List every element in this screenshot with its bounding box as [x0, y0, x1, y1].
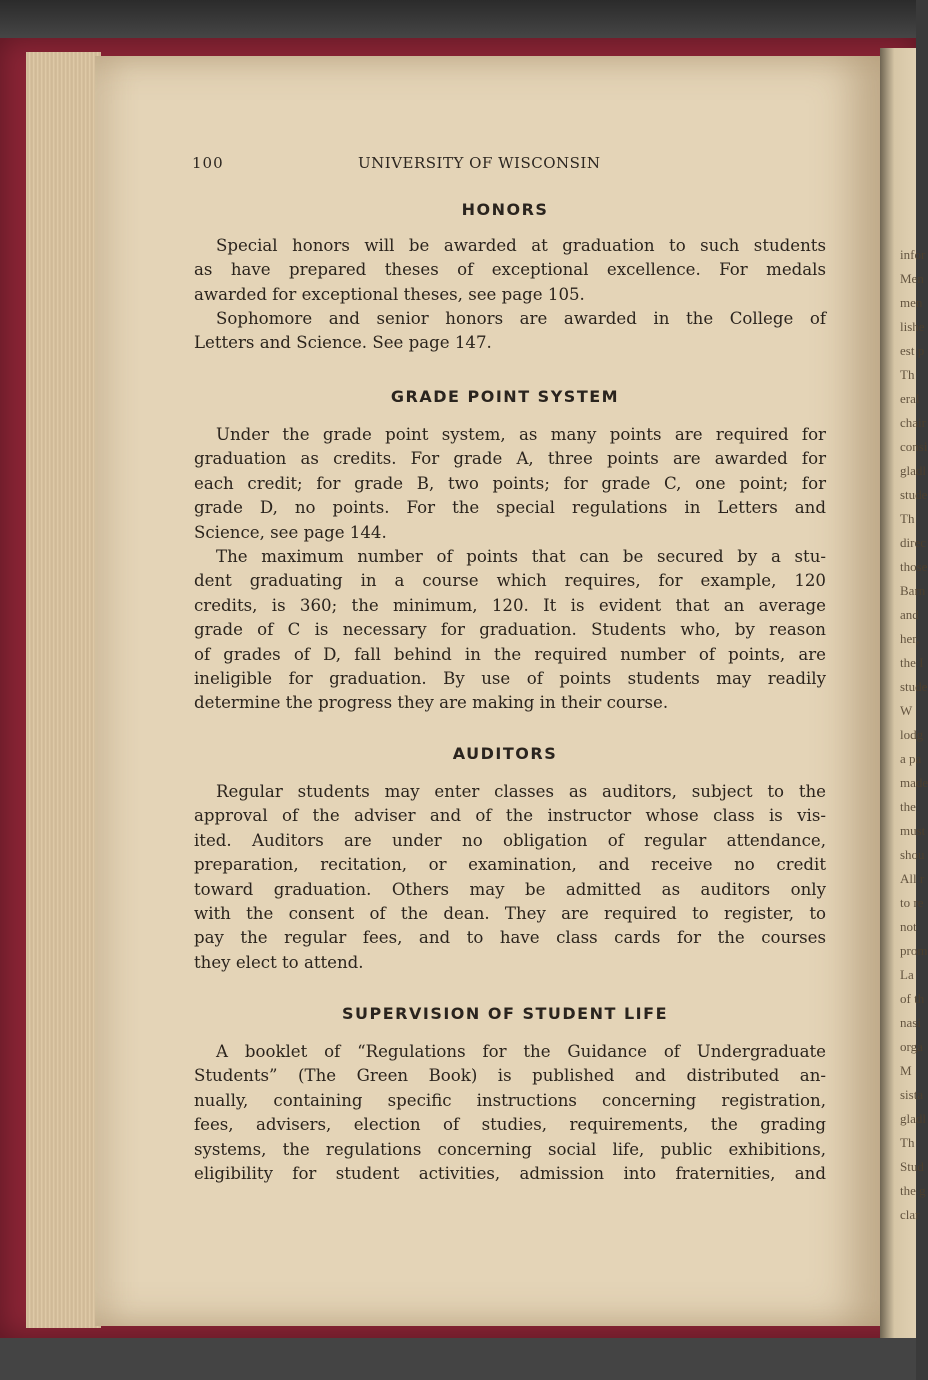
facing-page-fragment: the g — [900, 1183, 926, 1198]
running-header — [192, 154, 832, 176]
facing-page-fragment: Barn — [900, 583, 926, 598]
facing-page-fragment: of th — [900, 991, 925, 1006]
facing-page-fragment: a pa — [900, 751, 922, 766]
text-line: Science, see page 144. — [194, 522, 387, 542]
facing-page-fragment: and — [900, 607, 919, 622]
text-line: A booklet of “Regulations for the Guidance of Undergraduate — [216, 1042, 826, 1061]
facing-page-fragment: the — [900, 799, 916, 814]
facing-page-fragment: those — [900, 559, 928, 574]
facing-page-fragment: M — [900, 1063, 912, 1078]
text-line: toward graduation. Others may be admitted as auditors only — [194, 879, 826, 899]
text-line: fees, advisers, election of studies, requirements, the grading — [194, 1115, 826, 1135]
facing-page-edge — [880, 48, 928, 1338]
text-line: credits, is 360; the minimum, 120. It is evident that an average — [194, 595, 826, 615]
text-line: each credit; for grade B, two points; for grade C, one point; for — [194, 473, 826, 493]
text-line: ited. Auditors are under no obligation of regular attendance, — [194, 830, 826, 850]
facing-page-fragment: Men — [900, 271, 924, 286]
facing-page-fragment: her, — [900, 631, 920, 646]
page-number: 100 — [192, 154, 224, 172]
text-line: approval of the adviser and of the instructor whose class is vis- — [194, 806, 826, 826]
facing-page-fragment: Th — [900, 367, 915, 382]
facing-page-fragments — [900, 243, 928, 1227]
text-line: Regular students may enter classes as auditors, subject to the — [216, 782, 826, 801]
text-line: as have prepared theses of exceptional excellence. For medals — [194, 260, 826, 280]
text-line: awarded for exceptional theses, see page 105. — [194, 284, 585, 304]
text-line: eligibility for student activities, admission into fraternities, and — [194, 1164, 826, 1184]
text-line: nually, containing specific instructions concerning registration, — [194, 1090, 826, 1110]
text-line: determine the progress they are making in their course. — [194, 693, 669, 713]
text-line: Students” (The Green Book) is published and distributed an- — [194, 1066, 826, 1086]
text-line: dent graduating in a course which requires, for example, 120 — [194, 571, 826, 591]
facing-page-fragment: est p — [900, 343, 925, 358]
facing-page-fragment: orga — [900, 1039, 923, 1054]
scan-background-bottom — [0, 1335, 916, 1380]
facing-page-fragment: eral — [900, 391, 920, 406]
text-line: ineligible for graduation. By use of points students may readily — [194, 669, 826, 689]
facing-page-fragment: the I — [900, 655, 924, 670]
paragraph-supervision — [194, 1040, 826, 1186]
section-heading-supervision-of-student-life: SUPERVISION OF STUDENT LIFE — [342, 1004, 668, 1023]
facing-page-fragment: La — [900, 967, 914, 982]
facing-page-fragment: men — [900, 295, 923, 310]
facing-page-fragment: to re — [900, 895, 924, 910]
text-line: grade D, no points. For the special regulations in Letters and — [194, 498, 826, 518]
facing-page-fragment: made — [900, 775, 928, 790]
facing-page-fragment: lishe — [900, 319, 925, 334]
facing-page-fragment: shou — [900, 847, 925, 862]
facing-page-fragment: stude — [900, 679, 928, 694]
facing-page-fragment: Th — [900, 1135, 915, 1150]
facing-page-fragment: All r — [900, 871, 925, 886]
facing-page-fragment: nasi — [900, 1015, 921, 1030]
text-line: systems, the regulations concerning social life, public exhibitions, — [194, 1139, 826, 1159]
facing-page-fragment: W — [900, 703, 913, 718]
text-line: Letters and Science. See page 147. — [194, 333, 492, 353]
paragraph-grade-1 — [194, 423, 826, 545]
facing-page-fragment: chair — [900, 415, 926, 430]
facing-page-fragment: lodg — [900, 727, 924, 742]
section-heading-grade-point-system: GRADE POINT SYSTEM — [390, 387, 620, 406]
facing-page-fragment: consi — [900, 439, 928, 454]
text-line: of grades of D, fall behind in the required number of points, are — [194, 644, 826, 664]
paragraph-grade-2 — [194, 545, 826, 716]
facing-page-fragment: infor — [900, 247, 926, 262]
facing-page-fragment: clar — [900, 1207, 920, 1222]
facing-page-fragment: not — [900, 919, 917, 934]
facing-page-fragment: stude — [900, 487, 928, 502]
facing-page-fragment: prom — [900, 943, 928, 958]
text-line: they elect to attend. — [194, 952, 364, 972]
facing-page-fragment: direc — [900, 535, 926, 550]
facing-page-fragment: Stud — [900, 1159, 924, 1174]
facing-page-fragment: gladl — [900, 463, 926, 478]
section-heading-honors: HONORS — [461, 200, 549, 219]
text-line: graduation as credits. For grade A, three points are awarded for — [194, 449, 826, 469]
text-line: pay the regular fees, and to have class cards for the courses — [194, 928, 826, 948]
text-line: grade of C is necessary for graduation. Students who, by reason — [194, 620, 826, 640]
text-line: Special honors will be awarded at graduation to such students — [216, 236, 826, 255]
paragraph-honors-1 — [194, 234, 826, 307]
paragraph-honors-2 — [194, 307, 826, 356]
facing-page-fragment: Th — [900, 511, 915, 526]
section-heading-auditors: AUDITORS — [452, 744, 558, 763]
text-line: The maximum number of points that can be secured by a stu- — [216, 547, 826, 566]
facing-page-fragment: gladl — [900, 1111, 926, 1126]
facing-page-fragment: sista — [900, 1087, 924, 1102]
running-title: UNIVERSITY OF WISCONSIN — [358, 154, 601, 172]
text-line: with the consent of the dean. They are required to register, to — [194, 904, 826, 924]
text-line: preparation, recitation, or examination, and receive no credit — [194, 855, 826, 875]
paragraph-auditors — [194, 780, 826, 975]
text-line: Sophomore and senior honors are awarded in the College of — [216, 309, 826, 328]
text-line: Under the grade point system, as many points are required for — [216, 425, 826, 444]
facing-page-fragment: must — [900, 823, 926, 838]
page-edges — [26, 52, 101, 1328]
